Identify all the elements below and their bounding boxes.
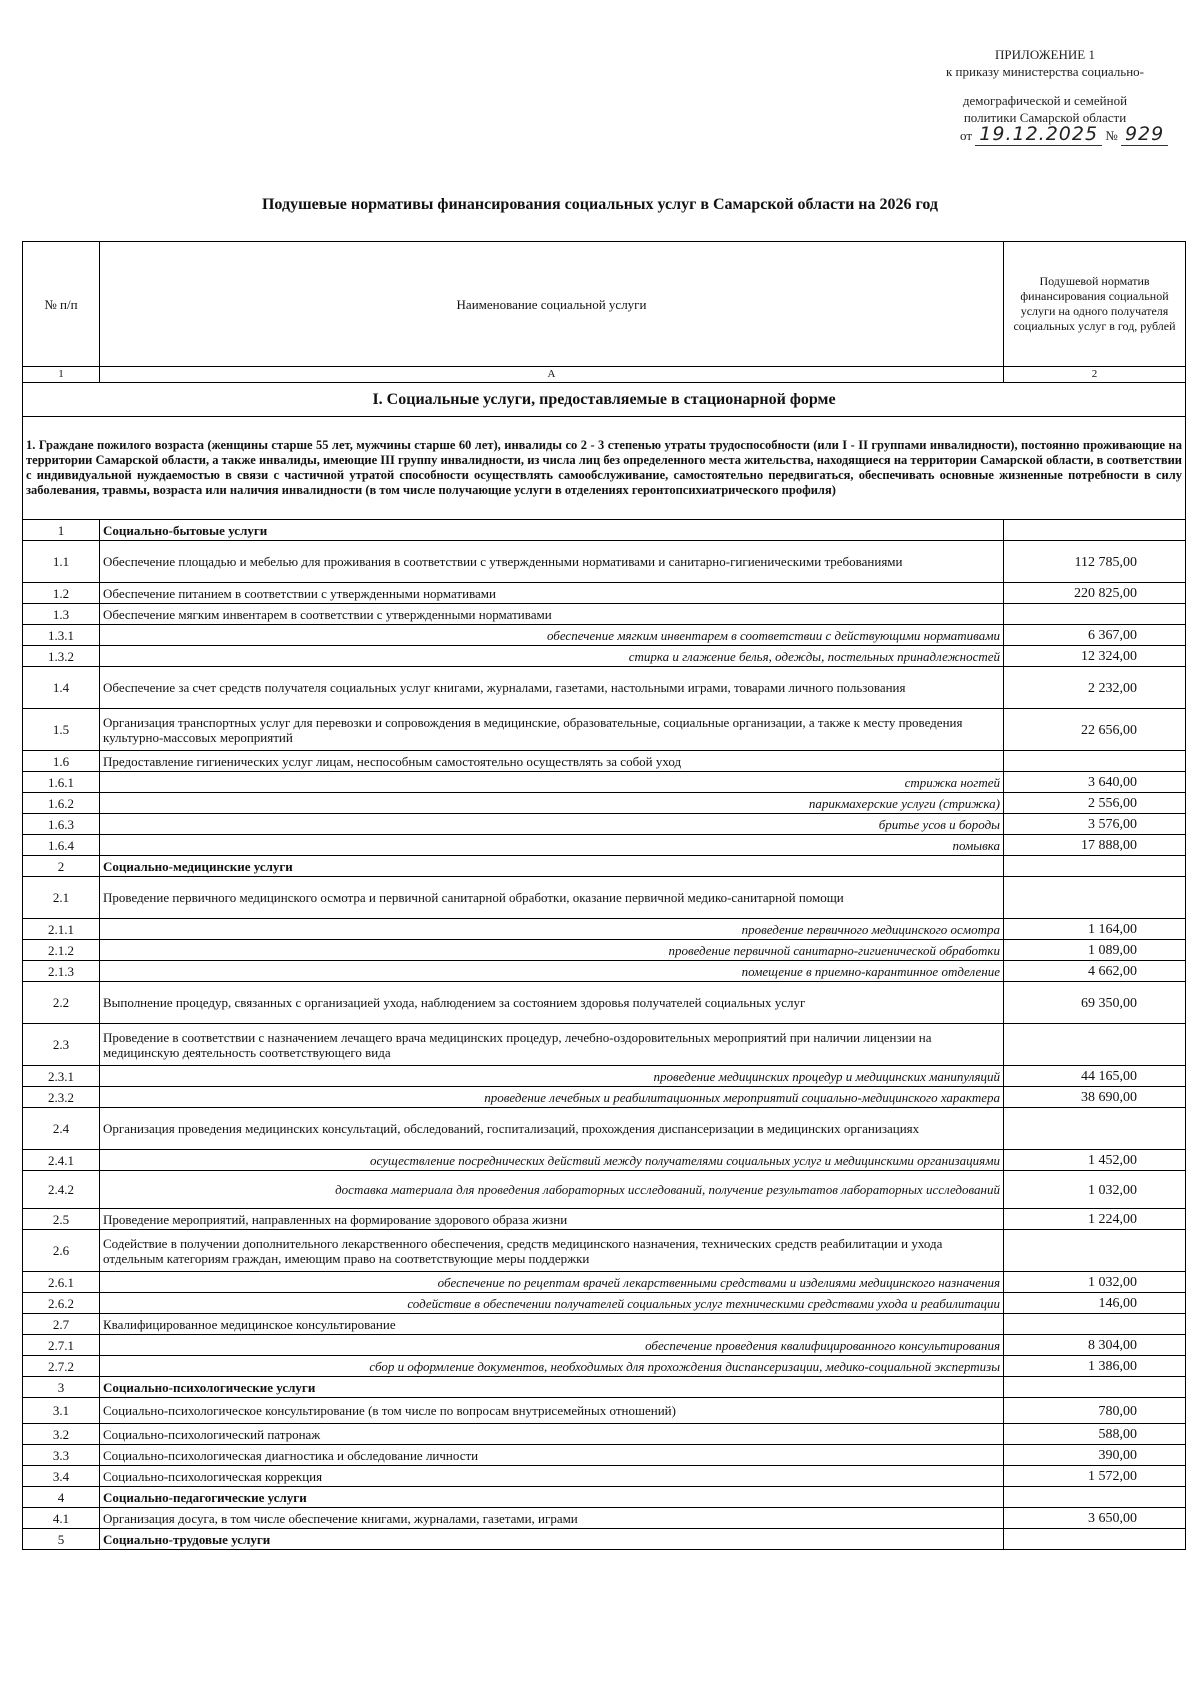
service-name: Социально-бытовые услуги bbox=[100, 520, 1004, 541]
row-number: 2.1.2 bbox=[23, 940, 100, 961]
row-number: 2.4 bbox=[23, 1108, 100, 1150]
standard-value bbox=[1004, 667, 1186, 709]
standard-value-text: 146,00 bbox=[1098, 1296, 1137, 1311]
standard-value-text: 1 032,00 bbox=[1088, 1275, 1137, 1290]
row-number: 3 bbox=[23, 1377, 100, 1398]
row-number: 1 bbox=[23, 520, 100, 541]
row-number: 2.1.3 bbox=[23, 961, 100, 982]
standard-value-text: 1 032,00 bbox=[1088, 1182, 1137, 1198]
standard-value bbox=[1004, 772, 1186, 793]
table-row bbox=[23, 709, 1186, 751]
service-name: стирка и глажение белья, одежды, постельных принадлежностей bbox=[100, 646, 1004, 667]
standard-value bbox=[1004, 604, 1186, 625]
service-name: Содействие в получении дополнительного лекарственного обеспечения, средств медицинского назначения, технических средств реабилитации и ухода отдельным категориям граждан, имеющим право на соответствующие меры поддержки bbox=[100, 1230, 1004, 1272]
service-name: доставка материала для проведения лабораторных исследований, получение результатов лабораторных исследований bbox=[100, 1171, 1004, 1209]
table-row bbox=[23, 961, 1186, 982]
standard-value bbox=[1004, 541, 1186, 583]
header-number: № п/п bbox=[23, 242, 100, 367]
table-subheader-row bbox=[23, 367, 1186, 383]
row-number: 1.6.2 bbox=[23, 793, 100, 814]
row-number: 1.3 bbox=[23, 604, 100, 625]
table-row bbox=[23, 835, 1186, 856]
annex-block bbox=[900, 46, 1190, 144]
row-number: 1.4 bbox=[23, 667, 100, 709]
standard-value bbox=[1004, 814, 1186, 835]
row-number: 1.2 bbox=[23, 583, 100, 604]
standard-value bbox=[1004, 625, 1186, 646]
row-number: 2.3.1 bbox=[23, 1066, 100, 1087]
standard-value-text: 112 785,00 bbox=[1074, 554, 1137, 570]
service-name: Организация проведения медицинских консультаций, обследований, госпитализаций, прохождения диспансеризации в медицинских организациях bbox=[100, 1108, 1004, 1150]
table-row bbox=[23, 793, 1186, 814]
standard-value-text: 17 888,00 bbox=[1081, 838, 1137, 853]
service-name: проведение лечебных и реабилитационных мероприятий социально-медицинского характера bbox=[100, 1087, 1004, 1108]
row-number: 1.1 bbox=[23, 541, 100, 583]
table-row bbox=[23, 667, 1186, 709]
standard-value-text: 22 656,00 bbox=[1081, 722, 1137, 738]
standard-value bbox=[1004, 919, 1186, 940]
service-name: обеспечение проведения квалифицированного консультирования bbox=[100, 1335, 1004, 1356]
row-number: 2.6 bbox=[23, 1230, 100, 1272]
row-number: 4.1 bbox=[23, 1508, 100, 1529]
row-number: 2.6.1 bbox=[23, 1272, 100, 1293]
row-number: 5 bbox=[23, 1529, 100, 1550]
standard-value-text: 2 556,00 bbox=[1088, 796, 1137, 811]
standard-value bbox=[1004, 1230, 1186, 1272]
table-row bbox=[23, 1272, 1186, 1293]
standard-value bbox=[1004, 835, 1186, 856]
standard-value bbox=[1004, 646, 1186, 667]
row-number: 3.2 bbox=[23, 1424, 100, 1445]
standard-value bbox=[1004, 1108, 1186, 1150]
standard-value-text: 1 224,00 bbox=[1088, 1212, 1137, 1227]
service-name: содействие в обеспечении получателей социальных услуг техническими средствами ухода и реабилитации bbox=[100, 1293, 1004, 1314]
annex-line-3: демографической и семейной bbox=[962, 93, 1128, 108]
section-title: I. Социальные услуги, предоставляемые в стационарной форме bbox=[23, 383, 1186, 417]
row-number: 2.4.2 bbox=[23, 1171, 100, 1209]
row-number: 1.3.2 bbox=[23, 646, 100, 667]
table-row bbox=[23, 1066, 1186, 1087]
standard-value bbox=[1004, 877, 1186, 919]
row-number: 3.4 bbox=[23, 1466, 100, 1487]
table-row bbox=[23, 1209, 1186, 1230]
service-name: обеспечение мягким инвентарем в соответствии с действующими нормативами bbox=[100, 625, 1004, 646]
header-name: Наименование социальной услуги bbox=[100, 242, 1004, 367]
table-row bbox=[23, 1529, 1186, 1550]
standard-value bbox=[1004, 1087, 1186, 1108]
table-row bbox=[23, 1171, 1186, 1209]
standard-value bbox=[1004, 1487, 1186, 1508]
standard-value-text: 780,00 bbox=[1098, 1403, 1137, 1419]
standard-value bbox=[1004, 1377, 1186, 1398]
row-number: 2.3.2 bbox=[23, 1087, 100, 1108]
row-number: 1.6 bbox=[23, 751, 100, 772]
standard-value-text: 38 690,00 bbox=[1081, 1090, 1137, 1105]
service-name: обеспечение по рецептам врачей лекарственными средствами и изделиями медицинского назначения bbox=[100, 1272, 1004, 1293]
table-row bbox=[23, 1314, 1186, 1335]
service-name: проведение первичной санитарно-гигиенической обработки bbox=[100, 940, 1004, 961]
table-row bbox=[23, 1024, 1186, 1066]
service-name: Организация транспортных услуг для перевозки и сопровождения в медицинские, образовательные, социальные организации, а также к месту проведения культурно-массовых мероприятий bbox=[100, 709, 1004, 751]
standard-value bbox=[1004, 583, 1186, 604]
row-number: 2.7.2 bbox=[23, 1356, 100, 1377]
table-row bbox=[23, 1150, 1186, 1171]
row-number: 1.6.3 bbox=[23, 814, 100, 835]
service-name: Проведение первичного медицинского осмотра и первичной санитарной обработки, оказание первичной медико-санитарной помощи bbox=[100, 877, 1004, 919]
service-name: Социально-психологический патронаж bbox=[100, 1424, 1004, 1445]
service-name: стрижка ногтей bbox=[100, 772, 1004, 793]
table-header-row bbox=[23, 242, 1186, 367]
table-row bbox=[23, 856, 1186, 877]
row-number: 1.6.4 bbox=[23, 835, 100, 856]
standard-value bbox=[1004, 709, 1186, 751]
service-name: Обеспечение питанием в соответствии с утвержденными нормативами bbox=[100, 583, 1004, 604]
row-number: 2.5 bbox=[23, 1209, 100, 1230]
standard-value-text: 4 662,00 bbox=[1088, 964, 1137, 979]
service-name: парикмахерские услуги (стрижка) bbox=[100, 793, 1004, 814]
row-number: 2.2 bbox=[23, 982, 100, 1024]
table-row bbox=[23, 1356, 1186, 1377]
service-name: Социально-психологические услуги bbox=[100, 1377, 1004, 1398]
service-name: Выполнение процедур, связанных с организацией ухода, наблюдением за состоянием здоровья получателей социальных услуг bbox=[100, 982, 1004, 1024]
section-description: 1. Граждане пожилого возраста (женщины старше 55 лет, мужчины старше 60 лет), инвалиды со 2 - 3 степенью утраты трудоспособности (или I - II группами инвалидности), постоянно проживающие на территории Самарской области, а также инвалиды, имеющие III группу инвалидности, из числа лиц без определенного места жительства, находящиеся на территории Самарской области, в соответствии с индивидуальной нуждаемостью в связи с частичной утратой способности осуществлять самообслуживание, самостоятельно передвигаться, обеспечивать основные жизненные потребности в силу заболевания, травмы, возраста или наличия инвалидности (в том числе получающие услуги в отделениях геронтопсихиатрического профиля) bbox=[23, 417, 1186, 520]
table-row bbox=[23, 751, 1186, 772]
table-row bbox=[23, 1108, 1186, 1150]
annex-line-1: ПРИЛОЖЕНИЕ 1 bbox=[995, 47, 1095, 62]
row-number: 2.7 bbox=[23, 1314, 100, 1335]
standard-value bbox=[1004, 1209, 1186, 1230]
standard-value bbox=[1004, 793, 1186, 814]
standard-value-text: 3 576,00 bbox=[1088, 817, 1137, 832]
standard-value-text: 3 650,00 bbox=[1088, 1511, 1137, 1526]
subheader-number: 1 bbox=[23, 367, 100, 383]
table-row bbox=[23, 940, 1186, 961]
row-number: 2.7.1 bbox=[23, 1335, 100, 1356]
standard-value-text: 1 386,00 bbox=[1088, 1359, 1137, 1374]
table-row bbox=[23, 583, 1186, 604]
standard-value bbox=[1004, 1293, 1186, 1314]
table-row bbox=[23, 541, 1186, 583]
service-name: проведение медицинских процедур и медицинских манипуляций bbox=[100, 1066, 1004, 1087]
row-number: 3.1 bbox=[23, 1398, 100, 1424]
table-row bbox=[23, 625, 1186, 646]
date-prefix: от bbox=[960, 128, 973, 143]
standard-value-text: 390,00 bbox=[1098, 1448, 1137, 1463]
standard-value bbox=[1004, 751, 1186, 772]
row-number: 2.1 bbox=[23, 877, 100, 919]
row-number: 1.5 bbox=[23, 709, 100, 751]
standard-value bbox=[1004, 982, 1186, 1024]
standard-value bbox=[1004, 1508, 1186, 1529]
table-row bbox=[23, 814, 1186, 835]
annex-line-4: политики Самарской области bbox=[963, 110, 1127, 125]
table-row bbox=[23, 1087, 1186, 1108]
service-name: Социально-трудовые услуги bbox=[100, 1529, 1004, 1550]
service-name: Предоставление гигиенических услуг лицам, неспособным самостоятельно осуществлять за собой уход bbox=[100, 751, 1004, 772]
standard-value bbox=[1004, 1466, 1186, 1487]
table-row bbox=[23, 1335, 1186, 1356]
standard-value bbox=[1004, 1066, 1186, 1087]
standard-value-text: 220 825,00 bbox=[1074, 586, 1137, 601]
standard-value-text: 1 089,00 bbox=[1088, 943, 1137, 958]
table-row bbox=[23, 1377, 1186, 1398]
annex-date-line bbox=[900, 123, 1190, 145]
standard-value bbox=[1004, 856, 1186, 877]
row-number: 1.6.1 bbox=[23, 772, 100, 793]
table-row bbox=[23, 919, 1186, 940]
table-row bbox=[23, 982, 1186, 1024]
standard-value-text: 8 304,00 bbox=[1088, 1338, 1137, 1353]
row-number: 3.3 bbox=[23, 1445, 100, 1466]
document-title: Подушевые нормативы финансирования социальных услуг в Самарской области на 2026 год bbox=[261, 196, 939, 213]
service-name: помещение в приемно-карантинное отделение bbox=[100, 961, 1004, 982]
table-row bbox=[23, 1293, 1186, 1314]
row-number: 2.4.1 bbox=[23, 1150, 100, 1171]
standard-value bbox=[1004, 1314, 1186, 1335]
standard-value-text: 1 164,00 bbox=[1088, 922, 1137, 937]
number-prefix: № bbox=[1105, 128, 1118, 143]
standard-value-text: 44 165,00 bbox=[1081, 1069, 1137, 1084]
table-row bbox=[23, 1424, 1186, 1445]
table-row bbox=[23, 772, 1186, 793]
standard-value bbox=[1004, 1272, 1186, 1293]
standard-value bbox=[1004, 1024, 1186, 1066]
standard-value bbox=[1004, 1150, 1186, 1171]
table-row bbox=[23, 1230, 1186, 1272]
subheader-name: А bbox=[100, 367, 1004, 383]
standards-table bbox=[22, 241, 1186, 1550]
standard-value-text: 588,00 bbox=[1098, 1427, 1137, 1442]
table-row bbox=[23, 877, 1186, 919]
standard-value-text: 2 232,00 bbox=[1088, 680, 1137, 696]
standard-value-text: 6 367,00 bbox=[1088, 628, 1137, 643]
service-name: бритье усов и бороды bbox=[100, 814, 1004, 835]
standard-value-text: 1 572,00 bbox=[1088, 1469, 1137, 1484]
standard-value-text: 69 350,00 bbox=[1081, 995, 1137, 1011]
header-value: Подушевой норматив финансирования социальной услуги на одного получателя социальных услуг в год, рублей bbox=[1004, 242, 1186, 367]
standard-value bbox=[1004, 1171, 1186, 1209]
service-name: Социально-медицинские услуги bbox=[100, 856, 1004, 877]
handwritten-date: 19.12.2025 bbox=[975, 123, 1102, 146]
row-number: 1.3.1 bbox=[23, 625, 100, 646]
standard-value bbox=[1004, 1529, 1186, 1550]
service-name: Квалифицированное медицинское консультирование bbox=[100, 1314, 1004, 1335]
service-name: сбор и оформление документов, необходимых для прохождения диспансеризации, медико-социальной экспертизы bbox=[100, 1356, 1004, 1377]
service-name: Обеспечение мягким инвентарем в соответствии с утвержденными нормативами bbox=[100, 604, 1004, 625]
service-name: Социально-психологическая диагностика и обследование личности bbox=[100, 1445, 1004, 1466]
service-name: проведение первичного медицинского осмотра bbox=[100, 919, 1004, 940]
row-number: 2.6.2 bbox=[23, 1293, 100, 1314]
standard-value bbox=[1004, 1398, 1186, 1424]
standard-value-text: 3 640,00 bbox=[1088, 775, 1137, 790]
service-name: Социально-психологическое консультирование (в том числе по вопросам внутрисемейных отношений) bbox=[100, 1398, 1004, 1424]
table-row bbox=[23, 1487, 1186, 1508]
standard-value bbox=[1004, 1424, 1186, 1445]
service-name: Социально-педагогические услуги bbox=[100, 1487, 1004, 1508]
service-name: Проведение в соответствии с назначением лечащего врача медицинских процедур, лечебно-оздоровительных мероприятий при наличии лицензии на медицинскую деятельность соответствующего вида bbox=[100, 1024, 1004, 1066]
standard-value bbox=[1004, 1335, 1186, 1356]
row-number: 2.1.1 bbox=[23, 919, 100, 940]
service-name: Социально-психологическая коррекция bbox=[100, 1466, 1004, 1487]
table-row bbox=[23, 1508, 1186, 1529]
standard-value bbox=[1004, 1356, 1186, 1377]
service-name: Организация досуга, в том числе обеспечение книгами, журналами, газетами, играми bbox=[100, 1508, 1004, 1529]
service-name: осуществление посреднических действий между получателями социальных услуг и медицинскими организациями bbox=[100, 1150, 1004, 1171]
standard-value bbox=[1004, 1445, 1186, 1466]
table-row bbox=[23, 1398, 1186, 1424]
service-name: помывка bbox=[100, 835, 1004, 856]
subheader-value: 2 bbox=[1004, 367, 1186, 383]
standard-value-text: 12 324,00 bbox=[1081, 649, 1137, 664]
section-title-row bbox=[23, 383, 1186, 417]
standard-value bbox=[1004, 961, 1186, 982]
annex-line-2: к приказу министерства социально- bbox=[945, 64, 1144, 79]
standard-value bbox=[1004, 520, 1186, 541]
row-number: 2.3 bbox=[23, 1024, 100, 1066]
table-row bbox=[23, 604, 1186, 625]
service-name: Обеспечение площадью и мебелью для проживания в соответствии с утвержденными нормативами и санитарно-гигиеническими требованиями bbox=[100, 541, 1004, 583]
table-row bbox=[23, 1445, 1186, 1466]
handwritten-number: 929 bbox=[1121, 123, 1168, 146]
row-number: 2 bbox=[23, 856, 100, 877]
standard-value bbox=[1004, 940, 1186, 961]
row-number: 4 bbox=[23, 1487, 100, 1508]
standard-value-text: 1 452,00 bbox=[1088, 1153, 1137, 1168]
service-name: Проведение мероприятий, направленных на формирование здорового образа жизни bbox=[100, 1209, 1004, 1230]
table-row bbox=[23, 1466, 1186, 1487]
section-description-row bbox=[23, 417, 1186, 520]
table-row bbox=[23, 646, 1186, 667]
table-row bbox=[23, 520, 1186, 541]
service-name: Обеспечение за счет средств получателя социальных услуг книгами, журналами, газетами, настольными играми, товарами личного пользования bbox=[100, 667, 1004, 709]
